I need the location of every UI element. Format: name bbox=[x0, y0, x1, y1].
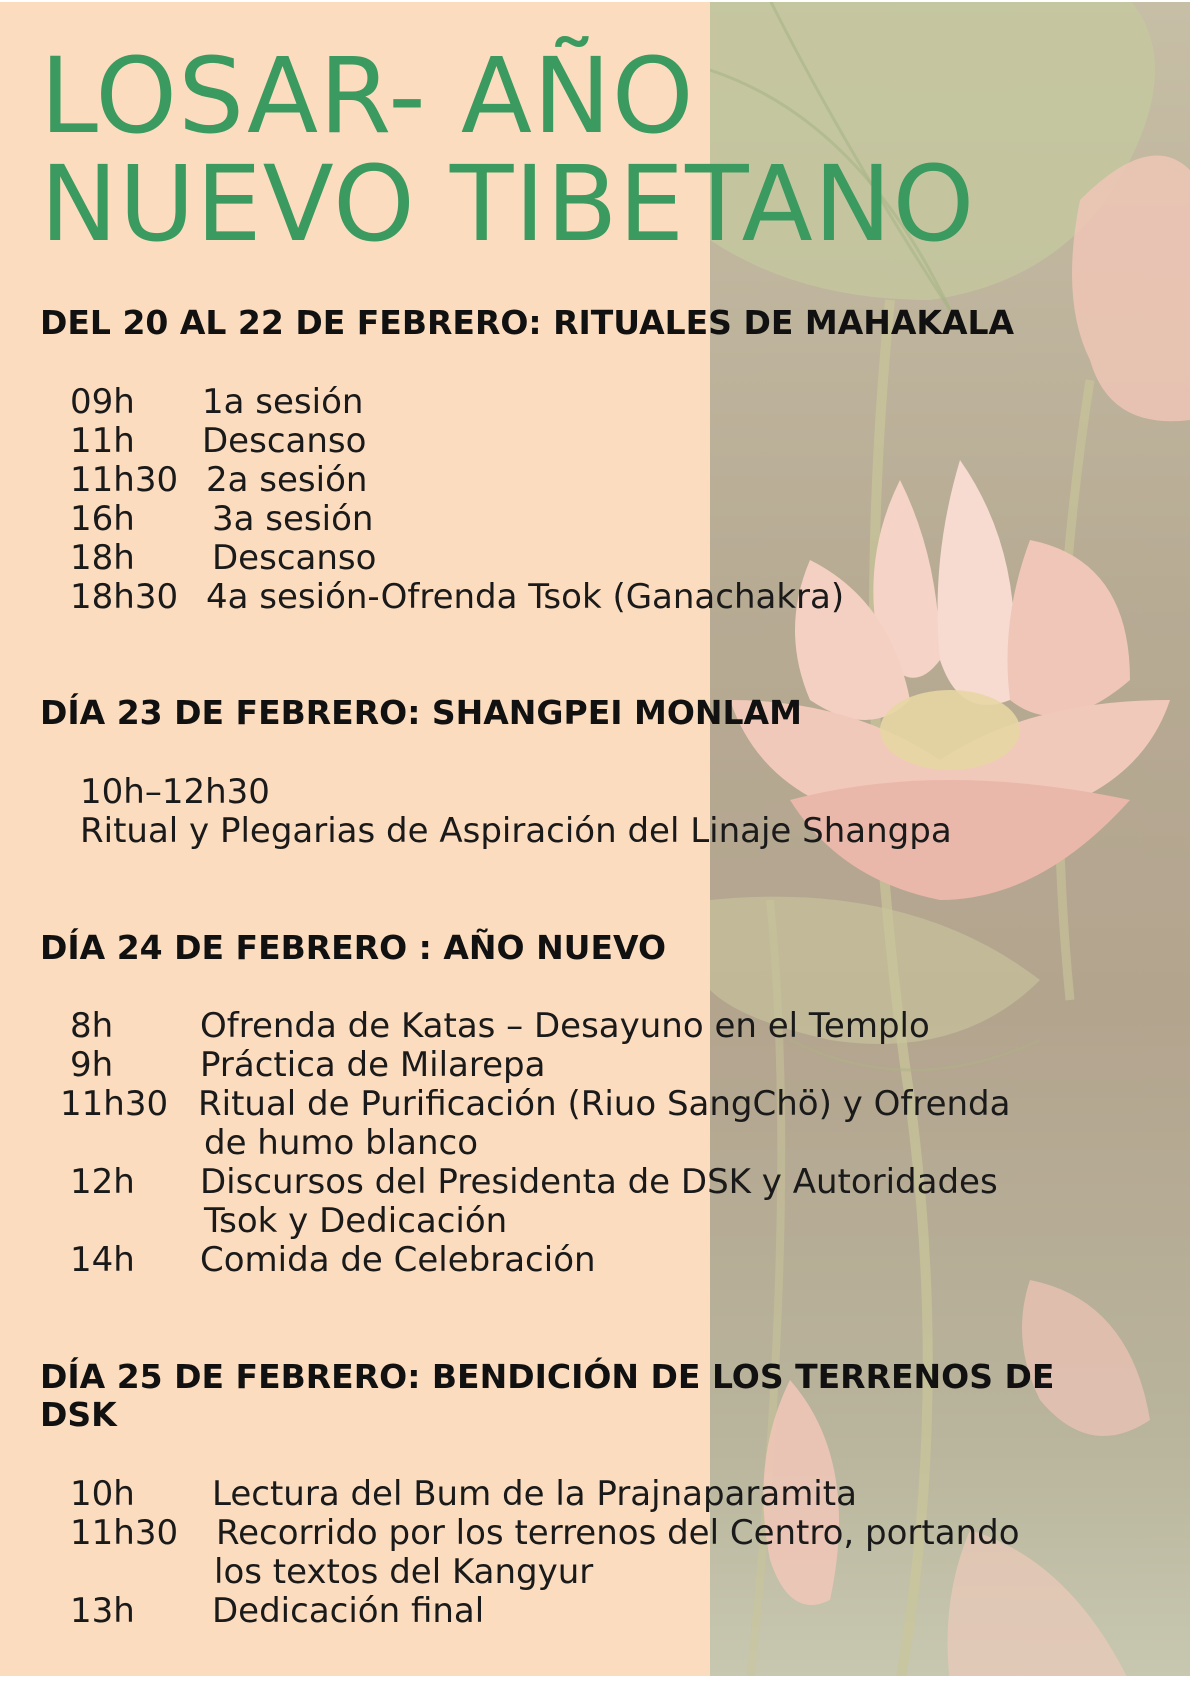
schedule-desc: 2a sesión bbox=[206, 460, 368, 500]
schedule-desc: Descanso bbox=[202, 421, 367, 461]
monlam-time: 10h–12h30 bbox=[80, 772, 270, 812]
schedule-time: 11h30 bbox=[70, 460, 179, 500]
section-heading-monlam: DÍA 23 DE FEBRERO: SHANGPEI MONLAM bbox=[40, 693, 802, 732]
schedule-desc: Discursos del Presidenta de DSK y Autoridades bbox=[200, 1162, 998, 1202]
schedule-desc-continued: los textos del Kangyur bbox=[214, 1552, 594, 1592]
top-border bbox=[0, 0, 1190, 2]
section-heading-ano-nuevo: DÍA 24 DE FEBRERO : AÑO NUEVO bbox=[40, 928, 667, 967]
monlam-desc: Ritual y Plegarias de Aspiración del Linaje Shangpa bbox=[80, 811, 952, 851]
schedule-time: 18h bbox=[70, 538, 135, 578]
schedule-time: 14h bbox=[70, 1240, 135, 1280]
schedule-time: 13h bbox=[70, 1591, 135, 1631]
schedule-time: 16h bbox=[70, 499, 135, 539]
page-title bbox=[40, 35, 1140, 265]
schedule-time: 09h bbox=[70, 382, 135, 422]
title-line-1: LOSAR- AÑO bbox=[40, 35, 695, 157]
bottom-border bbox=[0, 1676, 1190, 1683]
schedule-desc: Lectura del Bum de la Prajnaparamita bbox=[212, 1474, 857, 1514]
schedule-time: 18h30 bbox=[70, 577, 179, 617]
schedule-desc: Recorrido por los terrenos del Centro, portando bbox=[216, 1513, 1020, 1553]
schedule-desc: 1a sesión bbox=[202, 382, 364, 422]
schedule-time: 11h bbox=[70, 421, 135, 461]
schedule-time: 8h bbox=[70, 1006, 114, 1046]
section-heading-bendicion bbox=[40, 1358, 1140, 1434]
schedule-desc-continued: Tsok y Dedicación bbox=[204, 1201, 508, 1241]
schedule-desc: Ritual de Purificación (Riuo SangChö) y Ofrenda bbox=[198, 1084, 1011, 1124]
section-heading-mahakala: DEL 20 AL 22 DE FEBRERO: RITUALES DE MAHAKALA bbox=[40, 303, 1015, 342]
schedule-desc-continued: de humo blanco bbox=[204, 1123, 479, 1163]
schedule-desc: 3a sesión bbox=[212, 499, 374, 539]
schedule-desc: Ofrenda de Katas – Desayuno en el Templo bbox=[200, 1006, 930, 1046]
schedule-time: 11h30 bbox=[70, 1513, 179, 1553]
schedule-time: 9h bbox=[70, 1045, 114, 1085]
section-heading-line-2: DSK bbox=[40, 1395, 117, 1434]
schedule-desc: Descanso bbox=[212, 538, 377, 578]
schedule-time: 12h bbox=[70, 1162, 135, 1202]
schedule-time: 10h bbox=[70, 1474, 135, 1514]
schedule-time: 11h30 bbox=[60, 1084, 169, 1124]
schedule-desc: Dedicación final bbox=[212, 1591, 485, 1631]
schedule-desc: 4a sesión-Ofrenda Tsok (Ganachakra) bbox=[206, 577, 845, 617]
schedule-desc: Comida de Celebración bbox=[200, 1240, 596, 1280]
schedule-desc: Práctica de Milarepa bbox=[200, 1045, 546, 1085]
section-heading-line-1: DÍA 25 DE FEBRERO: BENDICIÓN DE LOS TERRENOS DE bbox=[40, 1357, 1055, 1396]
title-line-2: NUEVO TIBETANO bbox=[40, 143, 976, 265]
